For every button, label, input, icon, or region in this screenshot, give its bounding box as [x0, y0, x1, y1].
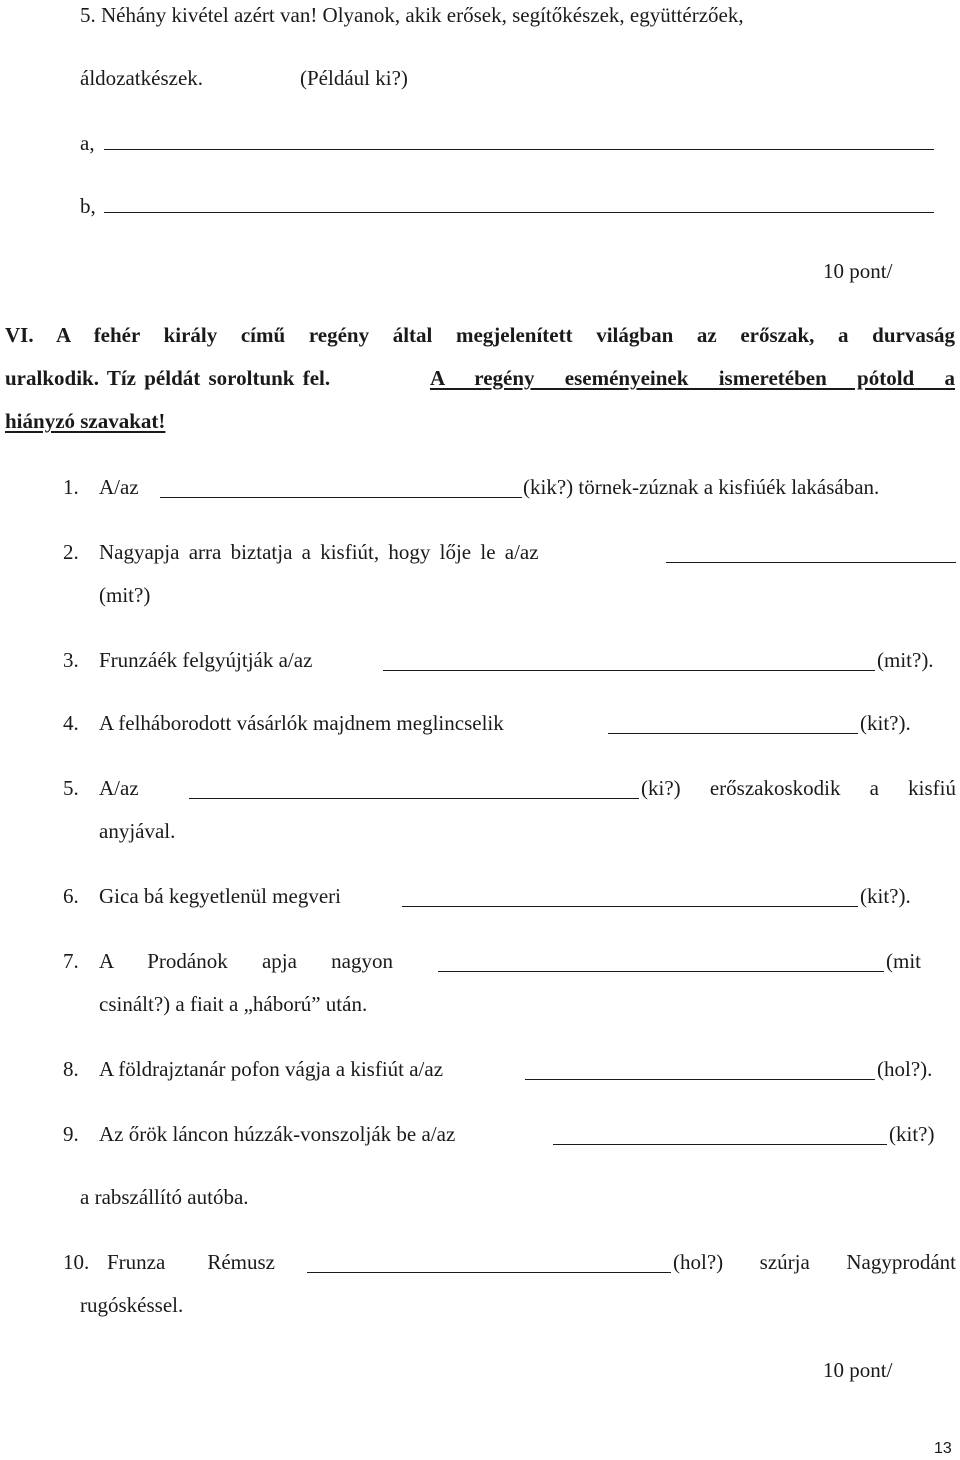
item-7-number: 7. — [63, 949, 79, 973]
item-6-text: Gica bá kegyetlenül megveri — [99, 884, 341, 908]
item-6-text-end: (kit?). — [860, 884, 911, 908]
answer-label-a: a, — [80, 131, 95, 155]
item-9-text: Az őrök láncon húzzák-vonszolják be a/az — [99, 1122, 456, 1146]
item-3-blank[interactable] — [383, 670, 875, 671]
item-7-blank[interactable] — [438, 971, 884, 972]
item-2-text: Nagyapja arra biztatja a kisfiút, hogy lője le a/az — [99, 540, 539, 564]
item-3-text-end: (mit?). — [877, 648, 934, 672]
page-number: 13 — [934, 1440, 952, 1457]
section6-heading-line1: VI. A fehér király című regény által megjelenített világban az erőszak, a durvaság — [5, 323, 955, 347]
points-label-bottom: 10 pont/ — [823, 1358, 893, 1382]
item-10-text-end: (hol?) szúrja Nagyprodánt — [673, 1250, 956, 1274]
item-4-number: 4. — [63, 711, 79, 735]
item-8-text-end: (hol?). — [877, 1057, 933, 1081]
item-4-text-end: (kit?). — [860, 711, 911, 735]
item-5-text: A/az — [99, 776, 139, 800]
item-9-text-end: (kit?) — [889, 1122, 935, 1146]
item-6-number: 6. — [63, 884, 79, 908]
item-8-number: 8. — [63, 1057, 79, 1081]
item-10-blank[interactable] — [307, 1272, 671, 1273]
item-10-text-cont: rugóskéssel. — [80, 1293, 184, 1317]
item-4-text: A felháborodott vásárlók majdnem meglincselik — [99, 711, 504, 735]
answer-blank-b[interactable] — [104, 212, 934, 213]
item-2-number: 2. — [63, 540, 79, 564]
item-5-text-end: (ki?) erőszakoskodik a kisfiú — [641, 776, 956, 800]
item-4-blank[interactable] — [608, 733, 858, 734]
answer-label-b: b, — [80, 194, 96, 218]
answer-blank-a[interactable] — [104, 149, 934, 150]
section6-instruction: A regény eseményeinek ismeretében pótold a — [430, 366, 955, 390]
item-10-number: 10. — [63, 1250, 90, 1274]
item-2-text-end: (mit?) — [99, 583, 151, 607]
task5-example-hint: (Például ki?) — [300, 66, 408, 90]
item-1-number: 1. — [63, 475, 79, 499]
item-6-blank[interactable] — [402, 906, 858, 907]
points-label: 10 pont/ — [823, 259, 893, 283]
section6-heading-line2 — [5, 366, 330, 390]
item-9-text-cont: a rabszállító autóba. — [80, 1185, 249, 1209]
item-8-text: A földrajztanár pofon vágja a kisfiút a/az — [99, 1057, 444, 1081]
item-7-text: A Prodánok apja nagyon — [99, 949, 393, 973]
item-3-text: Frunzáék felgyújtják a/az — [99, 648, 313, 672]
item-1-text: A/az — [99, 475, 139, 499]
item-9-number: 9. — [63, 1122, 79, 1146]
item-5-text-cont: anyjával. — [99, 819, 176, 843]
item-1-text-end: (kik?) törnek-zúznak a kisfiúék lakásában. — [523, 475, 880, 499]
item-5-blank[interactable] — [189, 798, 639, 799]
item-7-text-cont: csinált?) a fiait a „háború” után. — [99, 992, 368, 1016]
item-5-number: 5. — [63, 776, 79, 800]
task5-text-line2: áldozatkészek. — [80, 66, 204, 90]
item-8-blank[interactable] — [525, 1079, 875, 1080]
section6-heading-plain: uralkodik. Tíz példát soroltunk fel. — [5, 366, 331, 390]
section6-instruction-cont: hiányzó szavakat! — [5, 409, 166, 433]
item-10-text: Frunza Rémusz — [107, 1250, 275, 1274]
task5-text-line1: 5. Néhány kivétel azért van! Olyanok, akik erősek, segítőkészek, együttérzőek, — [80, 3, 744, 27]
item-2-blank[interactable] — [666, 562, 956, 563]
item-7-text-end: (mit — [886, 949, 921, 973]
item-9-blank[interactable] — [553, 1144, 887, 1145]
item-3-number: 3. — [63, 648, 79, 672]
item-1-blank[interactable] — [160, 497, 522, 498]
